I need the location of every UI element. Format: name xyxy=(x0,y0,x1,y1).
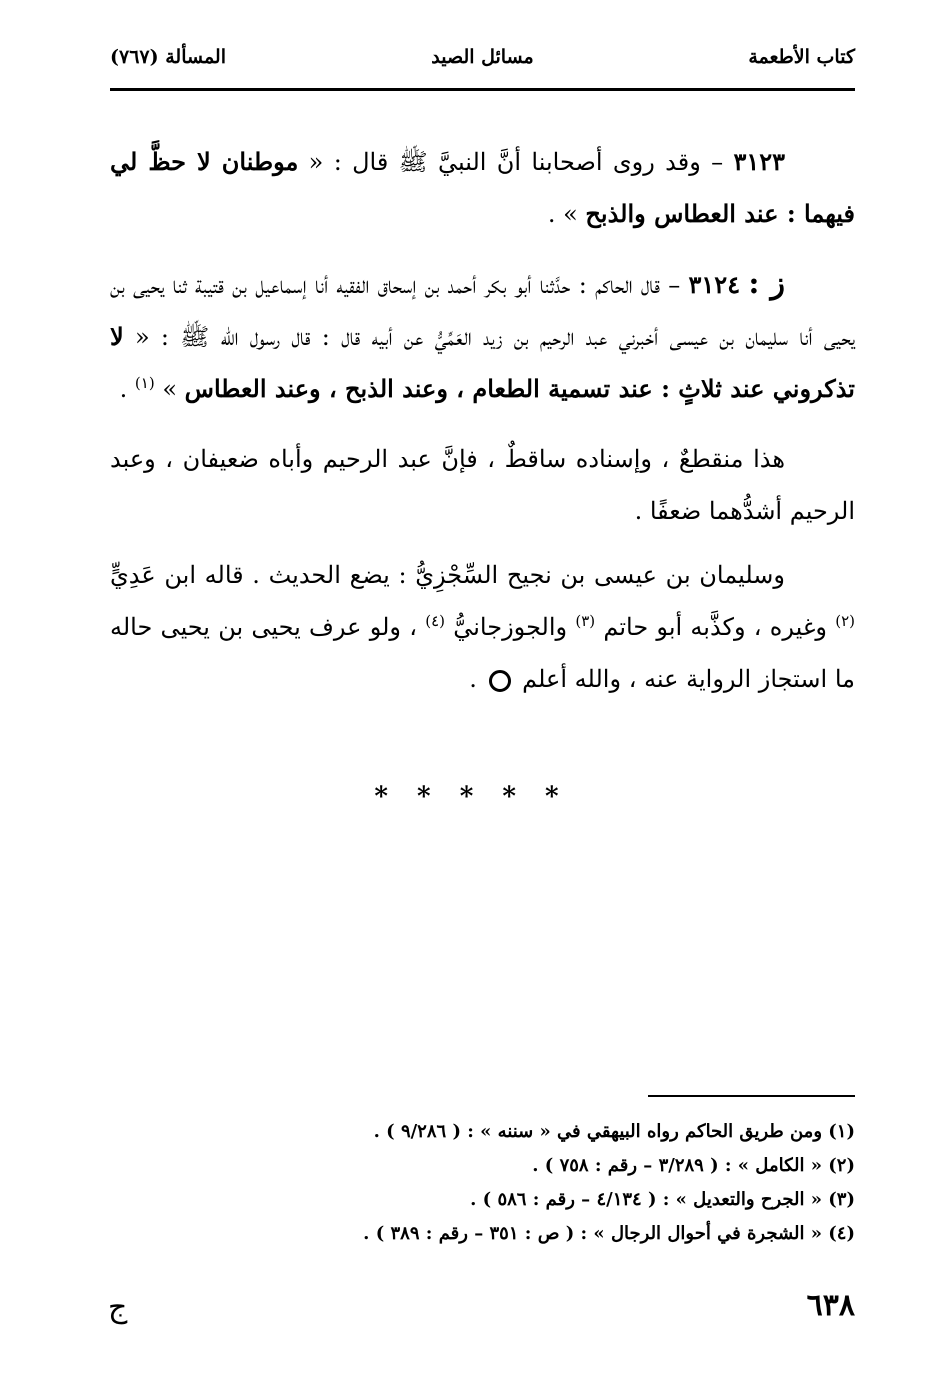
hadith-text: – وقد روى أصحابنا أنَّ النبيَّ ﷺ قال : « xyxy=(298,148,734,176)
hadith-period: . xyxy=(119,375,135,403)
page-number: ٦٣٨ xyxy=(806,1288,855,1323)
book-title: كتاب الأطعمة xyxy=(748,46,855,68)
main-text xyxy=(110,136,855,723)
narrator-paragraph xyxy=(110,549,855,705)
narrator-text: والجوزجانيُّ xyxy=(445,613,576,641)
narrator-text: وغيره ، وكذَّبه أبو حاتم xyxy=(595,613,836,641)
signature-mark: ج xyxy=(108,1290,128,1325)
footnote-ref-1[interactable]: (١) xyxy=(134,374,155,392)
footnote-4: (٤) « الشجرة في أحوال الرجال » : ( ص : ٣٥١ – رقم : ٣٨٩ ) . xyxy=(363,1223,855,1244)
hadith-3124 xyxy=(110,258,855,415)
hadith-isnad: – قال الحاكم : حدَّثنا أبو بكر أحمد بن إسحاق الفقيه أنا إسماعيل بن قتيبة ثنا يحيى بن يحيى أنا سليمان بن عيسى أخبرني عبد الرحيم بن زيد العَمِّيُّ عن أبيه قال : قال رسول الله ﷺ : « xyxy=(110,271,855,351)
running-header xyxy=(110,40,855,80)
footnote-1: (١) ومن طريق الحاكم رواه البيهقي في « سننه » : ( ٩/٢٨٦ ) . xyxy=(373,1121,855,1142)
narrator-period: . xyxy=(469,665,485,693)
footnote-ref-3[interactable]: (٣) xyxy=(575,612,596,630)
issue-label: المسألة (٧٦٧) xyxy=(110,46,226,68)
hadith-matn: موطنان لا حظَّ لي فيهما : عند العطاس والذبح xyxy=(110,147,855,228)
section-separator: * * * * * xyxy=(374,782,569,812)
narrator-text: وسليمان بن عيسى بن نجيح السِّجْزِيُّ : يضع الحديث . قاله ابن عَدِيٍّ xyxy=(110,561,785,589)
footnotes xyxy=(110,1115,855,1251)
hadith-matn: لا تذكروني عند ثلاثٍ : عند تسمية الطعام ، وعند الذبح ، وعند العطاس xyxy=(110,322,855,403)
footnote-ref-2[interactable]: (٢) xyxy=(835,612,855,630)
end-circle-icon xyxy=(489,670,511,692)
hadith-text-end: » . xyxy=(547,200,586,228)
commentary-paragraph: هذا منقطعٌ ، وإسناده ساقطٌ ، فإنَّ عبد الرحيم وأباه ضعيفان ، وعبد الرحيم أشدُّهما ضعفًا . xyxy=(110,445,855,525)
hadith-3123 xyxy=(110,136,855,240)
header-rule xyxy=(110,88,855,91)
footnote-2: (٢) « الكامل » : ( ٣/٢٨٩ – رقم : ٧٥٨ ) . xyxy=(532,1155,855,1176)
hadith-text-end: » xyxy=(154,375,185,403)
hadith-number: ٣١٢٤ xyxy=(688,270,741,299)
footnote-3: (٣) « الجرح والتعديل » : ( ٤/١٣٤ – رقم : ٥٨٦ ) . xyxy=(470,1189,855,1210)
footnote-rule xyxy=(648,1095,855,1097)
chapter-title: مسائل الصيد xyxy=(431,46,534,68)
narrator-text: ، ولو عرف يحيى بن يحيى حاله ما استجاز الرواية عنه ، والله أعلم xyxy=(110,613,855,693)
addition-mark: ز : xyxy=(748,266,785,301)
footnote-ref-4[interactable]: (٤) xyxy=(425,612,446,630)
hadith-number: ٣١٢٣ xyxy=(733,147,786,176)
